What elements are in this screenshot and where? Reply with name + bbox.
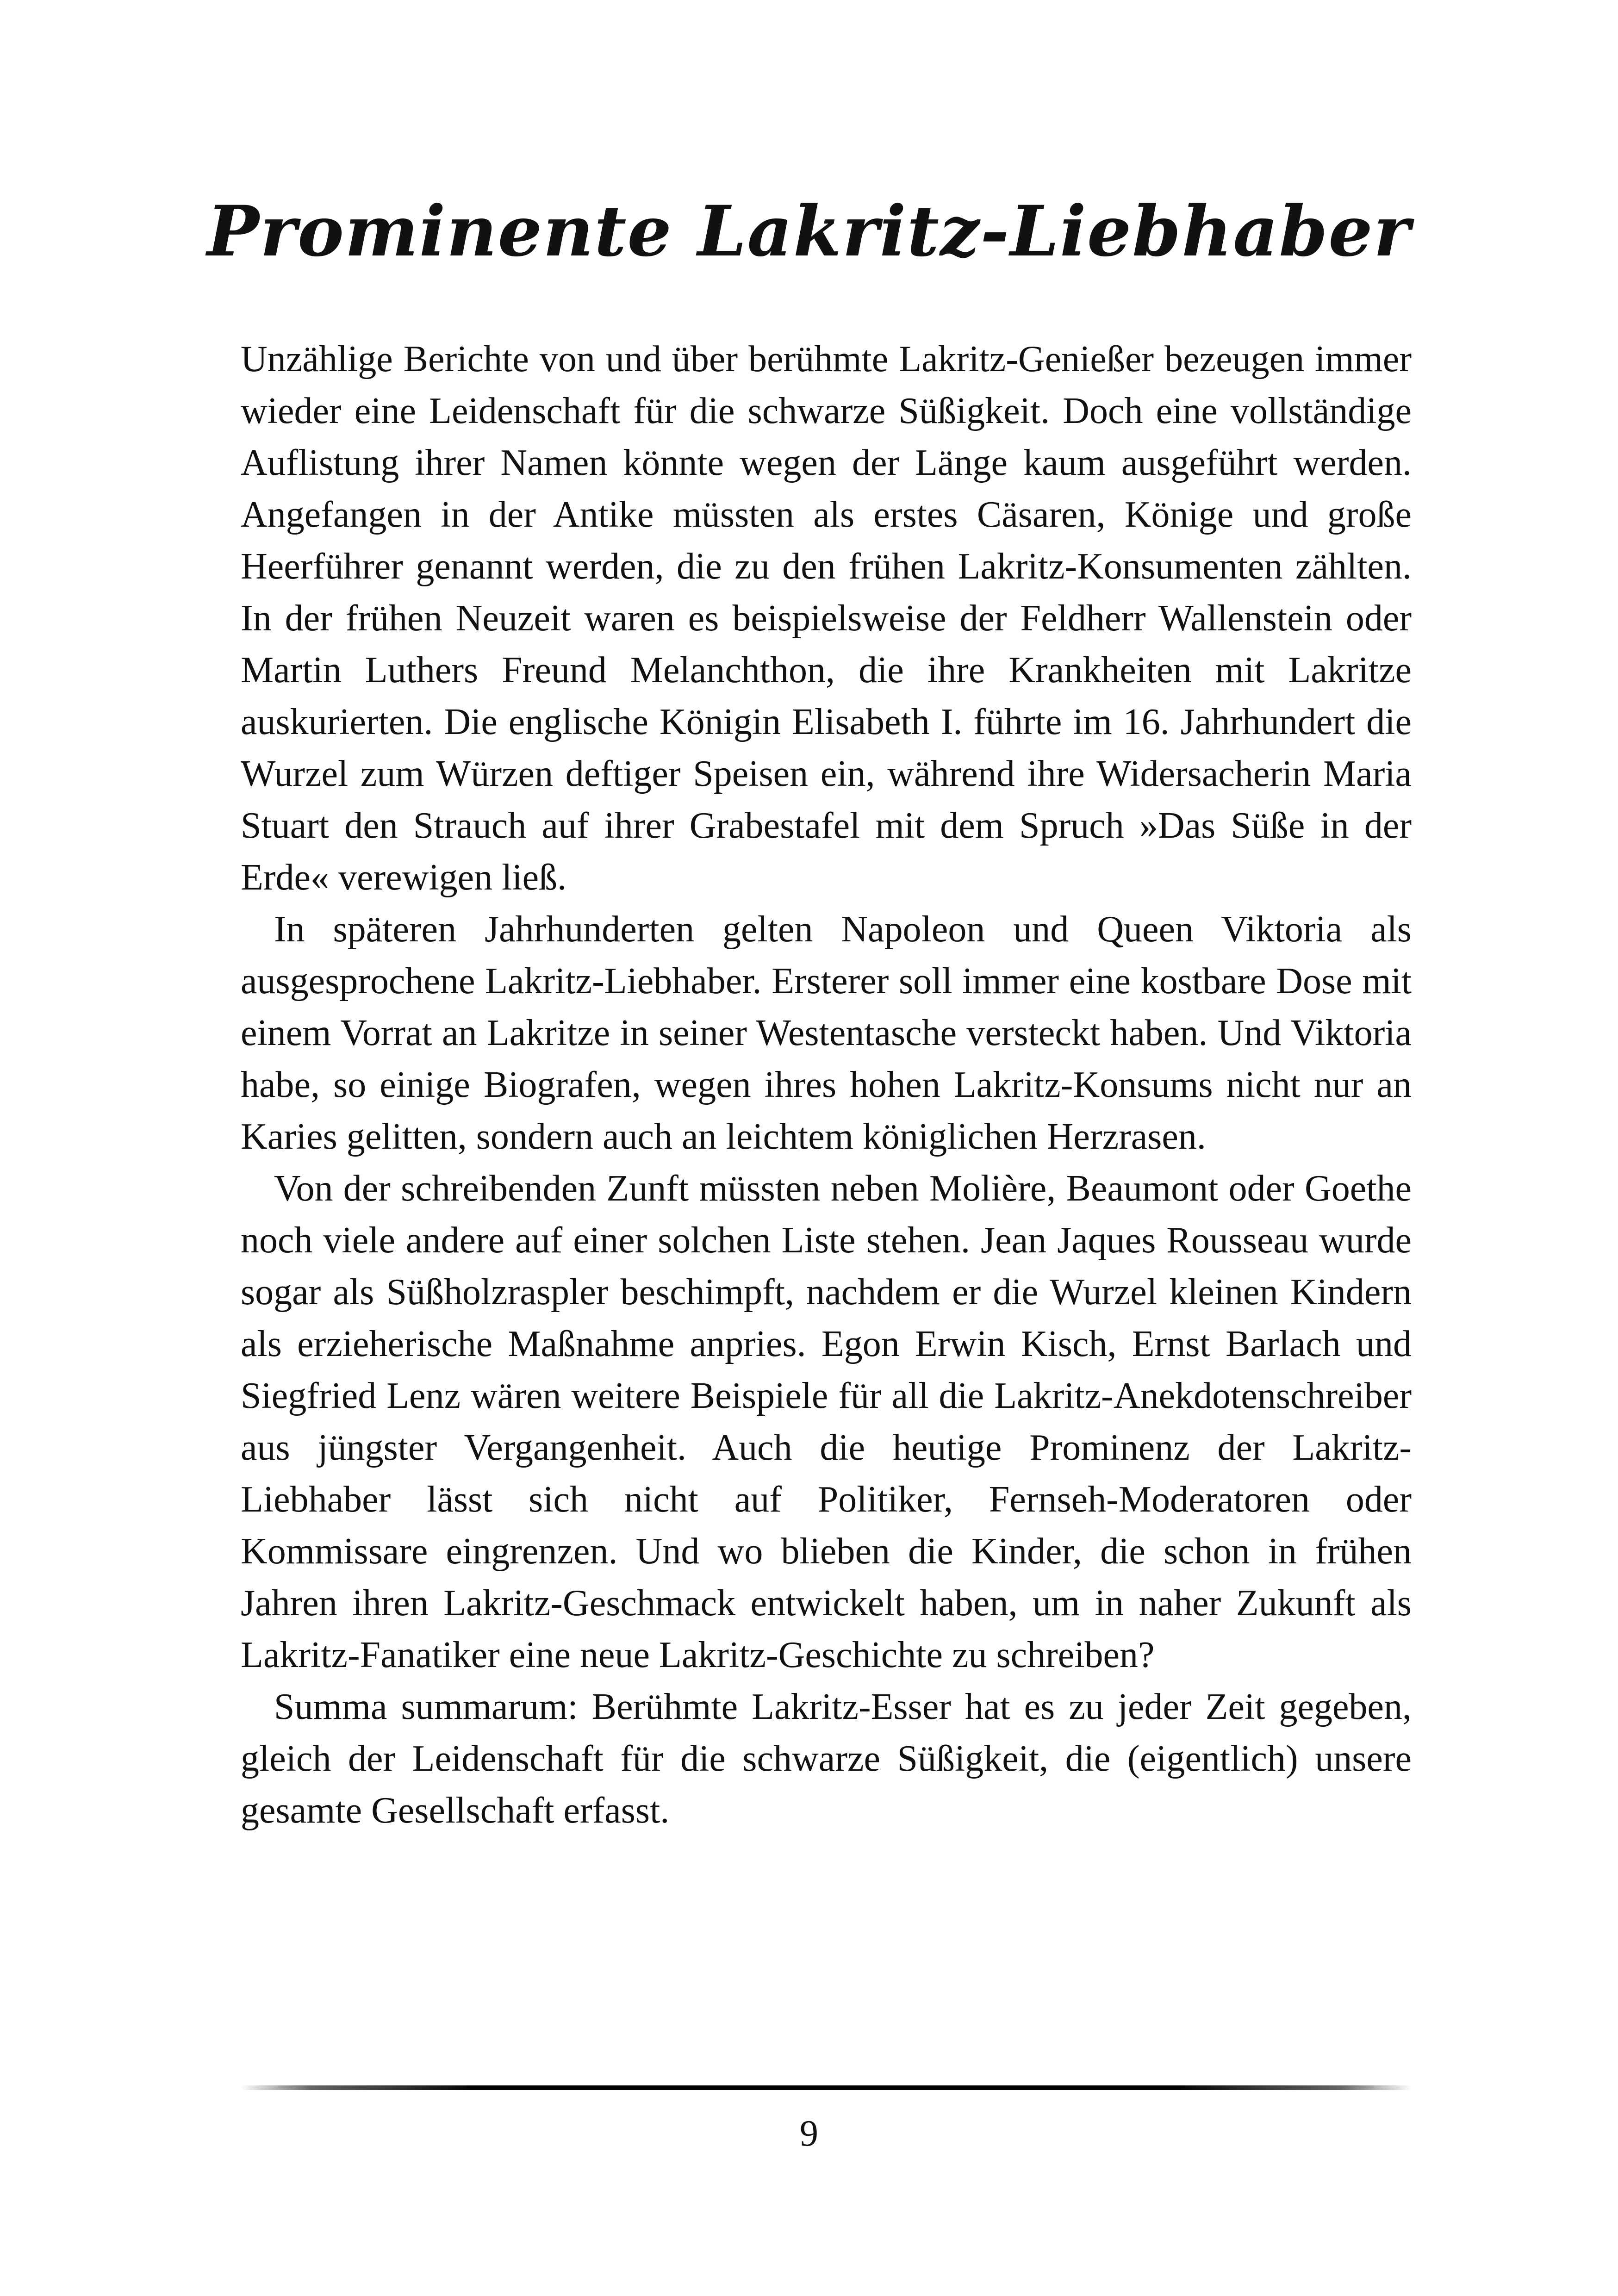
paragraph-2: In späteren Jahrhunderten gelten Napoleon und Queen Viktoria als ausgesprochene Lakritz-Liebhaber. Ersterer soll immer eine kostbare Dose mit einem Vorrat an Lakritze in seiner Westentasche versteckt haben. Und Viktoria habe, so einige Biografen, wegen ihres hohen Lakritz-Konsums nicht nur an Karies gelitten, sondern auch an leichtem königlichen Herzrasen. (241, 909, 1412, 1157)
page-number: 9 (800, 2113, 818, 2154)
paragraph-1: Unzählige Berichte von und über berühmte Lakritz-Genießer bezeugen immer wieder eine Leidenschaft für die schwarze Süßigkeit. Doch eine vollständige Auflistung ihrer Namen könnte wegen der Länge kaum ausgeführt werden. Angefangen in der Antike müssten als erstes Cäsaren, Könige und große Heerführer genannt werden, die zu den frühen Lakritz-Konsumenten zählten. In der frühen Neuzeit waren es beispielsweise der Feldherr Wallenstein oder Martin Luthers Freund Melanchthon, die ihre Krankheiten mit Lakritze auskurierten. Die englische Königin Elisabeth I. führte im 16. Jahrhundert die Wurzel zum Würzen deftiger Speisen ein, während ihre Widersacherin Maria Stuart den Strauch auf ihrer Grabestafel mit dem Spruch »Das Süße in der Erde« verewigen ließ. (241, 339, 1412, 898)
body-text (241, 333, 1412, 1836)
paragraph-3: Von der schreibenden Zunft müssten neben Molière, Beaumont oder Goethe noch viele andere auf einer solchen Liste stehen. Jean Jaques Rousseau wurde sogar als Süßholzraspler beschimpft, nachdem er die Wurzel kleinen Kindern als erzieherische Maßnahme anpries. Egon Erwin Kisch, Ernst Barlach und Siegfried Lenz wären weitere Beispiele für all die Lakritz-Anekdotenschreiber aus jüngster Vergangenheit. Auch die heutige Prominenz der Lakritz-Liebhaber lässt sich nicht auf Politiker, Fernseh-Moderatoren oder Kommissare eingrenzen. Und wo blieben die Kinder, die schon in frühen Jahren ihren Lakritz-Geschmack entwickelt haben, um in naher Zukunft als Lakritz-Fanatiker eine neue Lakritz-Geschichte zu schreiben? (241, 1168, 1412, 1675)
paragraph-4: Summa summarum: Berühmte Lakritz-Esser hat es zu jeder Zeit gegeben, gleich der Leidenschaft für die schwarze Süßigkeit, die (eigentlich) unsere gesamte Gesellschaft erfasst. (241, 1686, 1412, 1831)
footer-divider (241, 2085, 1412, 2090)
page-title: Prominente Lakritz-Liebhaber (207, 191, 1411, 272)
